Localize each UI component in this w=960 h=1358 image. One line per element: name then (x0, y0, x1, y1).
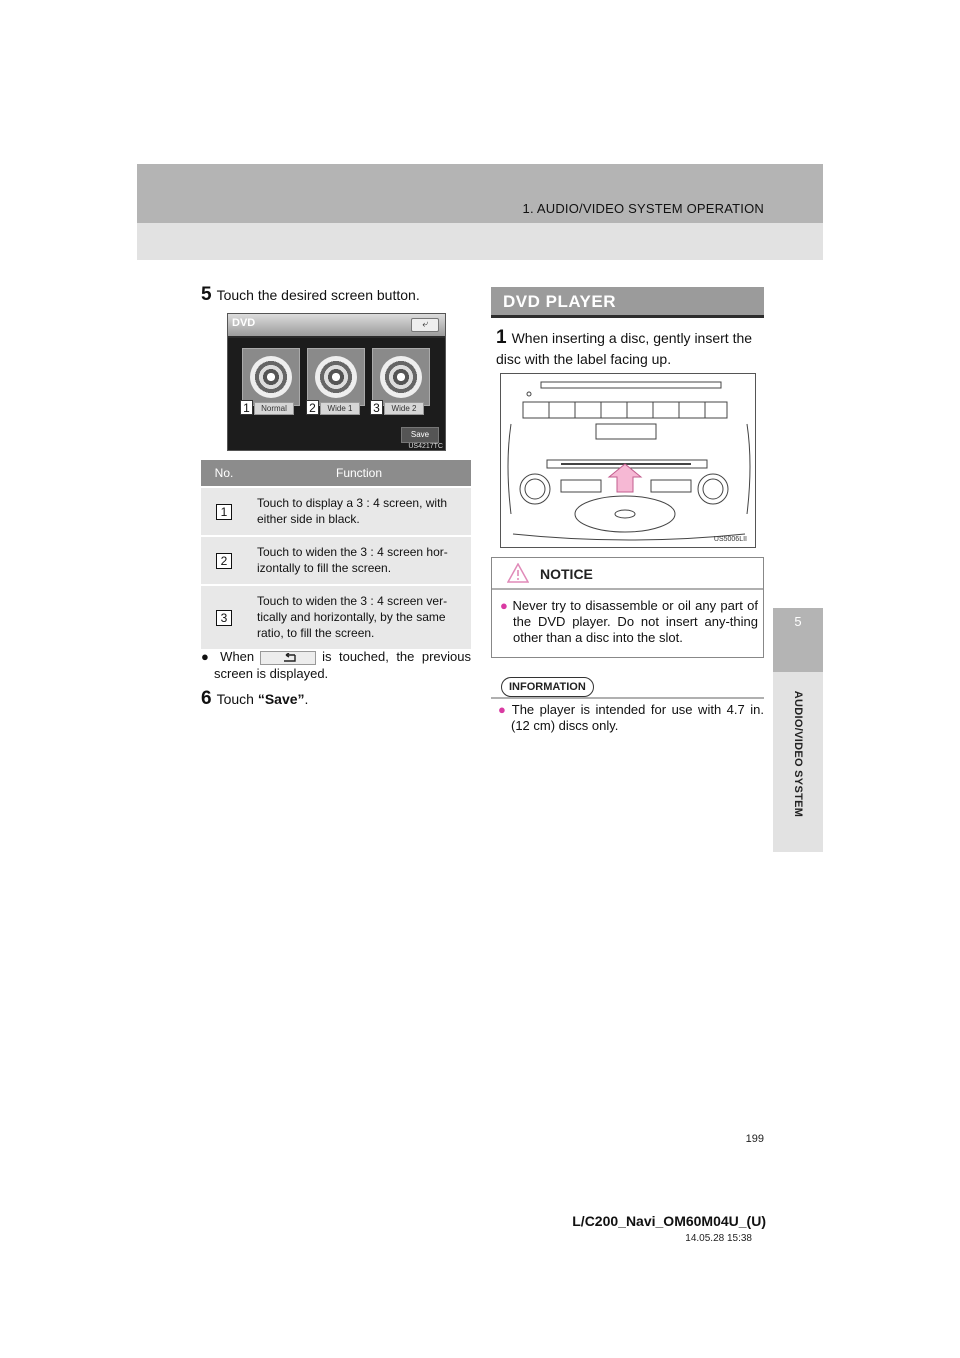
row-number: 1 (216, 504, 232, 520)
step-text-bold: “Save” (257, 691, 305, 707)
information-body: The player is intended for use with 4.7 in. (12 cm) discs only. (511, 702, 764, 733)
step-number: 5 (201, 284, 212, 305)
document-date: 14.05.28 15:38 (685, 1233, 752, 1244)
table-row (201, 487, 471, 536)
test-pattern-icon (315, 356, 357, 398)
row-number-cell (201, 536, 247, 585)
normal-button[interactable]: Normal (254, 402, 294, 415)
back-button-icon (260, 651, 316, 665)
dvd-player-illustration (500, 373, 756, 548)
step-text: When inserting a disc, gently insert the disc with the label facing up. (496, 330, 753, 367)
table-row (201, 585, 471, 649)
step-number: 6 (201, 688, 212, 709)
page-number: 199 (745, 1133, 764, 1145)
information-heading: INFORMATION (501, 677, 594, 697)
note-text-before: When (220, 649, 255, 664)
row-function-cell: Touch to widen the 3 : 4 screen hor-izontally to fill the screen. (247, 536, 471, 585)
column-header-function: Function (247, 460, 471, 487)
step-5 (201, 284, 420, 306)
test-pattern-icon (250, 356, 292, 398)
notice-text (500, 598, 758, 646)
bullet-icon: ● (500, 598, 509, 613)
row-function-cell: Touch to widen the 3 : 4 screen ver-tically and horizontally, by the same ratio, to fill the screen. (247, 585, 471, 649)
chapter-number-tab: 5 (773, 608, 823, 672)
step-1 (496, 327, 766, 370)
notice-heading: NOTICE (540, 566, 593, 582)
test-pattern-icon (380, 356, 422, 398)
save-button[interactable]: Save (401, 427, 439, 443)
warning-icon (507, 563, 529, 583)
notice-header (492, 558, 763, 590)
bullet-icon: ● (201, 649, 213, 664)
note-text-after: is touched, the previous screen is displayed. (214, 649, 471, 681)
back-button-note (201, 648, 471, 682)
mode-thumbnail (307, 348, 365, 406)
mode-thumbnail (242, 348, 300, 406)
mode-number: 2 (306, 400, 319, 415)
step-text-prefix: Touch (216, 691, 258, 707)
section-heading: DVD PLAYER (503, 292, 617, 311)
chapter-label-tab (773, 672, 823, 852)
function-table (201, 460, 471, 649)
step-6 (201, 688, 308, 710)
image-code: US5006LII (713, 536, 747, 543)
table-header-row (201, 460, 471, 487)
mode-thumbnail (372, 348, 430, 406)
document-code: L/C200_Navi_OM60M04U_(U) (572, 1213, 766, 1229)
image-code: US4217TC (408, 443, 443, 450)
step-number: 1 (496, 327, 507, 348)
step-text-suffix: . (304, 691, 309, 707)
information-divider (491, 697, 764, 699)
wide-2-button[interactable]: Wide 2 (384, 402, 424, 415)
wide-1-button[interactable]: Wide 1 (320, 402, 360, 415)
chapter-label: AUDIO/VIDEO SYSTEM (792, 690, 804, 818)
back-button[interactable]: ⤶ (411, 318, 439, 332)
notice-box (491, 557, 764, 658)
notice-body: Never try to disassemble or oil any part of the DVD player. Do not insert any-thing other than a disc into the slot. (512, 598, 758, 645)
row-number-cell (201, 487, 247, 536)
table-row (201, 536, 471, 585)
mode-number: 3 (370, 400, 383, 415)
dvd-player-drawing (501, 374, 757, 549)
row-function-cell: Touch to display a 3 : 4 screen, with either side in black. (247, 487, 471, 536)
row-number: 2 (216, 553, 232, 569)
mode-number: 1 (240, 400, 253, 415)
row-number: 3 (216, 610, 232, 626)
bullet-icon: ● (498, 702, 508, 717)
screen-title: DVD (232, 317, 256, 329)
column-header-no: No. (201, 460, 247, 487)
information-text (498, 702, 764, 734)
dvd-screen-image (227, 313, 446, 451)
section-heading-bar (491, 287, 764, 318)
step-text: Touch the desired screen button. (216, 287, 420, 303)
section-title: 1. AUDIO/VIDEO SYSTEM OPERATION (522, 201, 764, 216)
row-number-cell (201, 585, 247, 649)
